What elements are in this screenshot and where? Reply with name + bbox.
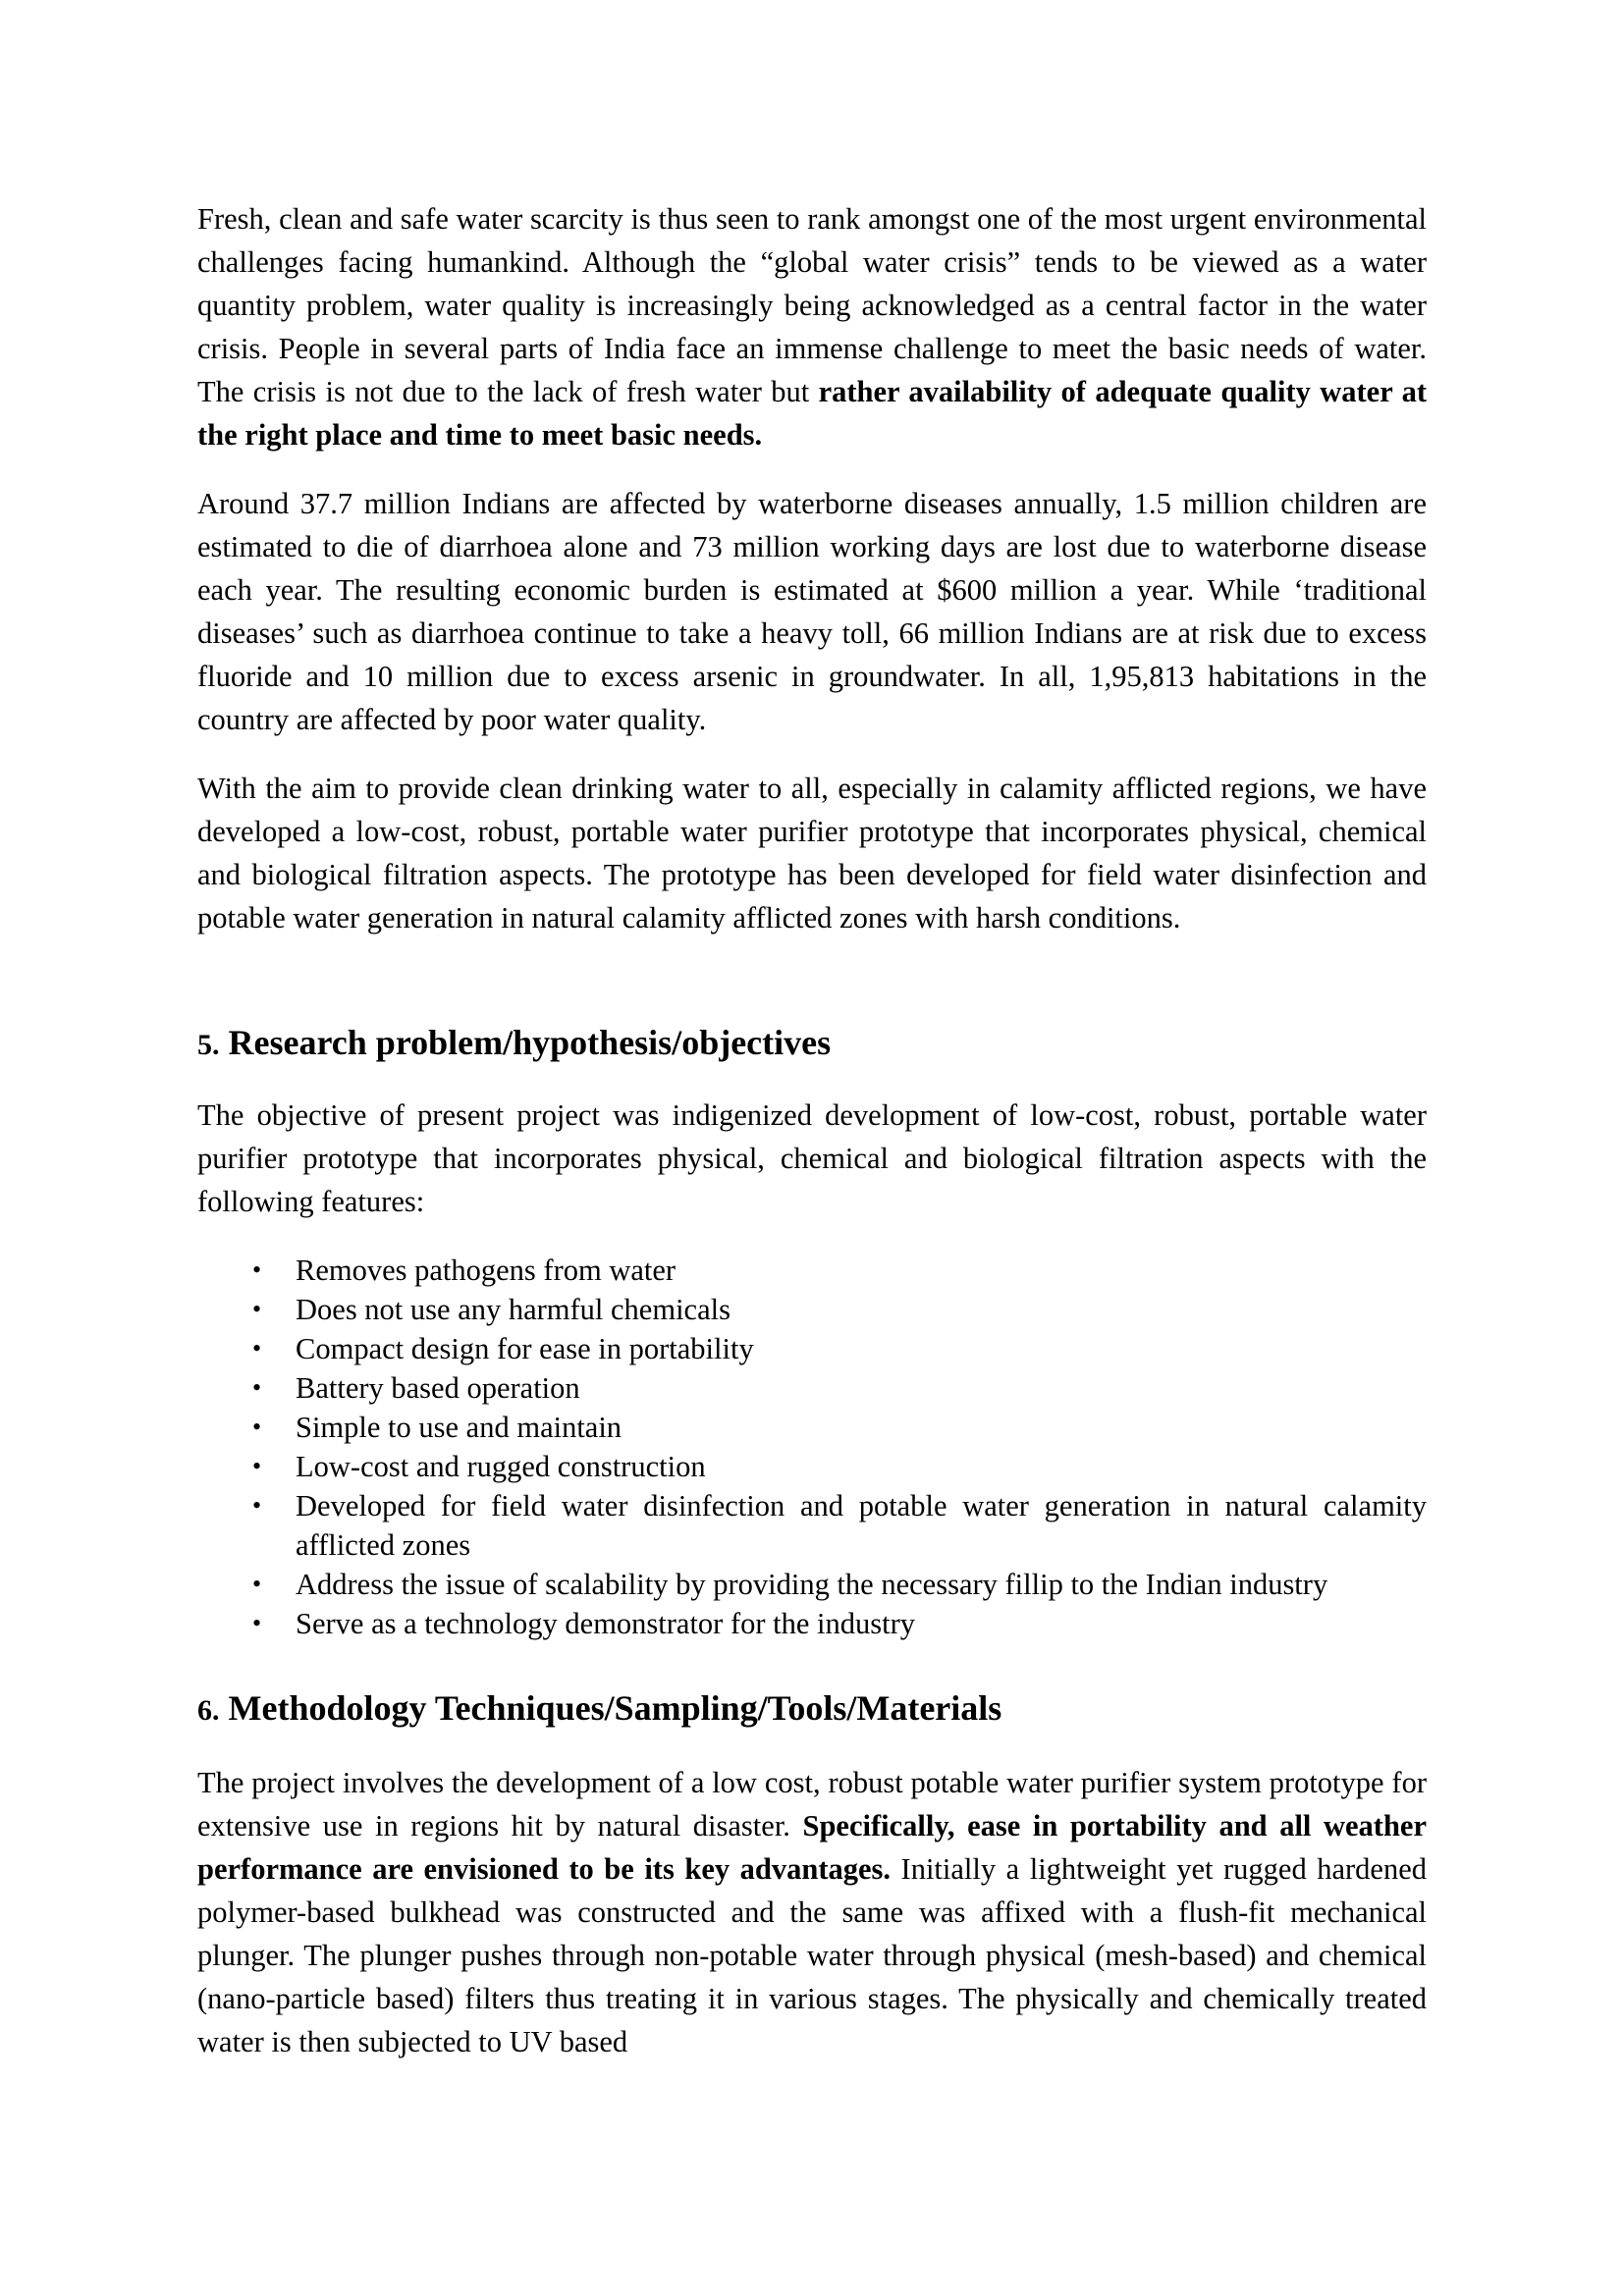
- bullet-icon: •: [252, 1491, 262, 1520]
- emphasis-text: Specifically, ease in portability and all weather performance are envisioned to be its key advantages.: [197, 1809, 1427, 1886]
- paragraph-aim: [197, 767, 1427, 939]
- list-item-text: Serve as a technology demonstrator for the industry: [296, 1607, 916, 1640]
- paragraph-text: Initially a lightweight yet rugged hardened polymer-based bulkhead was constructed and the same was affixed with a flush-fit mechanical plunger. The plunger pushes through non-potable water through physical (mesh-based) and chemical (nano-particle based) filters thus treating it in various stages. The physically and chemically treated water is then subjected to UV based: [197, 1852, 1427, 2058]
- bullet-icon: •: [252, 1609, 262, 1637]
- bullet-icon: •: [252, 1295, 262, 1323]
- bullet-icon: •: [252, 1413, 262, 1441]
- list-item: [197, 1486, 1427, 1565]
- paragraph-text: The project involves the development of a low cost, robust potable water purifier system prototype for extensive use in regions hit by natural disaster.: [197, 1766, 1427, 1842]
- bullet-icon: •: [252, 1373, 262, 1402]
- list-item-text: Compact design for ease in portability: [296, 1332, 754, 1365]
- features-list: [197, 1251, 1427, 1643]
- paragraph-waterborne-diseases: [197, 482, 1427, 741]
- section-title: Methodology Techniques/Sampling/Tools/Materials: [228, 1688, 1002, 1728]
- paragraph-methodology: [197, 1761, 1427, 2063]
- list-item: [197, 1565, 1427, 1604]
- section-5-heading: [197, 1021, 1427, 1067]
- emphasis-text: rather availability of adequate quality water at the right place and time to meet basic needs.: [197, 375, 1427, 452]
- section-6-heading: [197, 1686, 1427, 1733]
- paragraph-text: Fresh, clean and safe water scarcity is thus seen to rank amongst one of the most urgent environmental challenges facing humankind. Although the “global water crisis” tends to be viewed as a water quantity problem, water quality is increasingly being acknowledged as a central factor in the water crisis. People in several parts of India face an immense challenge to meet the basic needs of water. The crisis is not due to the lack of fresh water but: [197, 202, 1427, 408]
- list-item-text: Removes pathogens from water: [296, 1254, 676, 1287]
- list-item-text: Low-cost and rugged construction: [296, 1450, 706, 1483]
- list-item: [197, 1251, 1427, 1290]
- list-item-text: Developed for field water disinfection and potable water generation in natural calamity afflicted zones: [296, 1489, 1427, 1562]
- bullet-icon: •: [252, 1570, 262, 1598]
- paragraph-water-scarcity: [197, 197, 1427, 456]
- paragraph-text: The objective of present project was indigenized development of low-cost, robust, portable water purifier prototype that incorporates physical, chemical and biological filtration aspects with the following features:: [197, 1098, 1427, 1218]
- list-item-text: Battery based operation: [296, 1371, 580, 1405]
- bullet-icon: •: [252, 1452, 262, 1480]
- list-item: [197, 1329, 1427, 1368]
- bullet-icon: •: [252, 1255, 262, 1284]
- list-item: [197, 1604, 1427, 1643]
- list-item: [197, 1408, 1427, 1447]
- section-number: 5.: [197, 1029, 220, 1061]
- bullet-icon: •: [252, 1334, 262, 1362]
- paragraph-text: Around 37.7 million Indians are affected by waterborne diseases annually, 1.5 million children are estimated to die of diarrhoea alone and 73 million working days are lost due to waterborne disease each year. The resulting economic burden is estimated at $600 million a year. While ‘traditional diseases’ such as diarrhoea continue to take a heavy toll, 66 million Indians are at risk due to excess fluoride and 10 million due to excess arsenic in groundwater. In all, 1,95,813 habitations in the country are affected by poor water quality.: [197, 487, 1427, 736]
- list-item-text: Does not use any harmful chemicals: [296, 1293, 730, 1326]
- list-item-text: Address the issue of scalability by providing the necessary fillip to the Indian industry: [296, 1568, 1328, 1601]
- list-item: [197, 1447, 1427, 1486]
- paragraph-text: With the aim to provide clean drinking water to all, especially in calamity afflicted regions, we have developed a low-cost, robust, portable water purifier prototype that incorporates physical, chemical and biological filtration aspects. The prototype has been developed for field water disinfection and potable water generation in natural calamity afflicted zones with harsh conditions.: [197, 772, 1427, 934]
- paragraph-objective: [197, 1094, 1427, 1223]
- list-item-text: Simple to use and maintain: [296, 1411, 622, 1444]
- list-item: [197, 1368, 1427, 1408]
- list-item: [197, 1290, 1427, 1329]
- section-number: 6.: [197, 1694, 220, 1727]
- section-title: Research problem/hypothesis/objectives: [228, 1023, 832, 1062]
